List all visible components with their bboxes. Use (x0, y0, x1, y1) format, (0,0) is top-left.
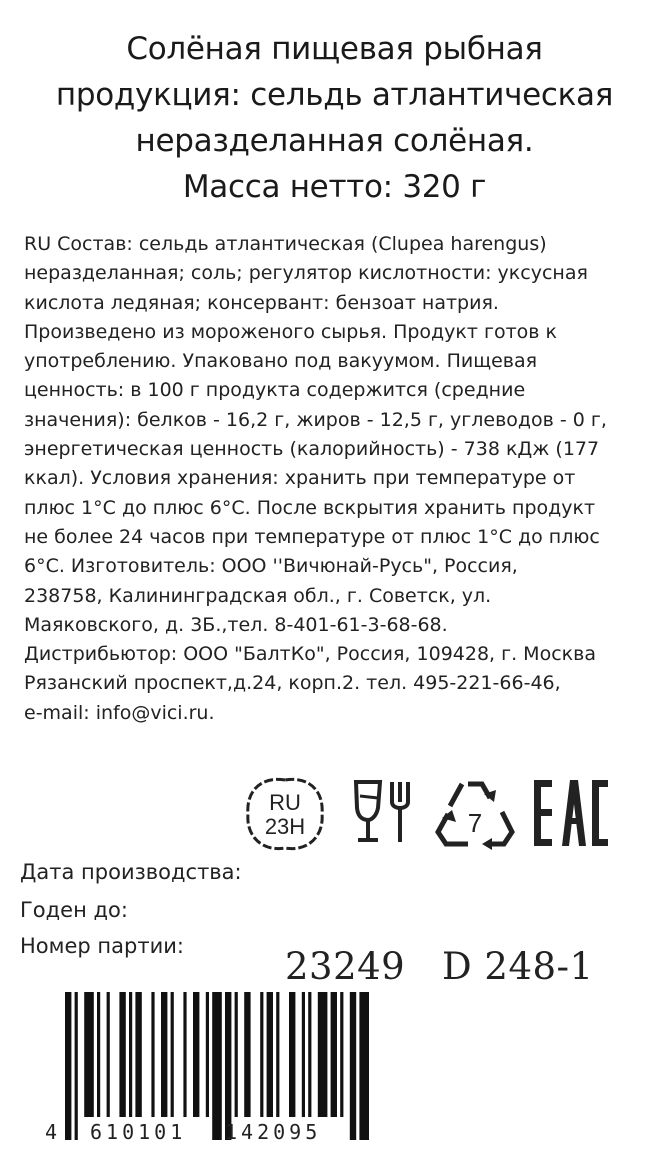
ru-badge-line2: 23H (264, 814, 306, 839)
barcode-bar (289, 992, 295, 1117)
body-line: неразделанная; соль; регулятор кислотности: уксусная (24, 262, 588, 285)
title-line-4-net-weight: Масса нетто: 320 г (182, 169, 487, 205)
barcode-bar (340, 992, 343, 1117)
body-line: Маяковского, д. 3Б.,тел. 8-401-61-3-68-68. (24, 613, 448, 636)
body-line: Дистрибьютор: ООО "БалтКо", Россия, 109428, г. Москва (24, 643, 596, 666)
body-line: употреблению. Упаковано под вакуумом. Пищевая (24, 350, 538, 373)
body-line: значения): белков - 16,2 г, жиров - 12,5 г, углеводов - 0 г, (24, 408, 607, 431)
product-title (0, 26, 669, 210)
barcode-bar (75, 992, 78, 1140)
title-line-3: неразделанная солёная. (135, 123, 534, 159)
barcode-bar (350, 992, 356, 1140)
batch-number-value: 23249 D 248-1 (285, 945, 594, 988)
barcode-bar (135, 992, 141, 1117)
ru-23h-badge-icon (240, 774, 330, 854)
body-line: RU Состав: сельдь атлантическая (Clupea harengus) (24, 233, 547, 255)
barcode-bar (65, 992, 71, 1140)
recycling-7-icon (432, 774, 518, 854)
barcode-bar (267, 992, 273, 1117)
barcode-bar (331, 992, 337, 1117)
body-line: плюс 1°С до плюс 6°С. После вскрытия хранить продукт (24, 496, 596, 519)
title-line-1: Солёная пищевая рыбная (126, 31, 543, 67)
barcode-bar (171, 992, 174, 1117)
barcode-bar (129, 992, 132, 1117)
barcode-bar (244, 992, 250, 1117)
barcode-bar (119, 992, 125, 1117)
barcode-bar (276, 992, 279, 1117)
certification-icons (240, 770, 610, 855)
batch-number-label: Номер партии: (20, 934, 184, 958)
barcode-right-group: 142095 (225, 1120, 322, 1144)
production-date-label: Дата производства: (20, 860, 242, 884)
barcode-bar (97, 992, 100, 1117)
body-line: Произведено из мороженого сырья. Продукт готов к (24, 320, 558, 343)
food-contact-icon (350, 778, 420, 848)
body-line: ккал). Условия хранения: хранить при температуре от (24, 467, 576, 490)
barcode-bar (193, 992, 199, 1117)
body-line: 6°С. Изготовитель: ООО ''Вичюнай-Русь", Россия, (24, 555, 518, 578)
barcode-bar (84, 992, 94, 1117)
barcode-bar (206, 992, 209, 1117)
recycle-number: 7 (467, 808, 483, 838)
barcode-bar (318, 992, 328, 1117)
barcode-bar (183, 992, 186, 1117)
barcode-bar (161, 992, 167, 1117)
body-line: Рязанский проспект,д.24, корп.2. тел. 495-221-66-46, (24, 672, 561, 695)
body-line: ценность: в 100 г продукта содержится (средние (24, 379, 526, 402)
eac-mark-icon (532, 778, 610, 850)
title-line-2: продукция: сельдь атлантическая (55, 77, 614, 113)
body-line: кислота ледяная; консервант: бензоат натрия. (24, 291, 499, 314)
barcode-bar (151, 992, 154, 1117)
barcode-bar (260, 992, 263, 1117)
body-line: 238758, Калининградская обл., г. Советск, ул. (24, 584, 492, 607)
composition-text (24, 230, 664, 728)
barcode-bar (235, 992, 238, 1117)
barcode-bar (107, 992, 110, 1117)
barcode-bar (359, 992, 369, 1140)
barcode-bar (302, 992, 305, 1117)
barcode-first-digit: 4 (45, 1120, 58, 1144)
best-before-label: Годен до: (20, 898, 128, 922)
barcode-bar (308, 992, 311, 1117)
barcode-left-group: 610101 (90, 1120, 187, 1144)
barcode-bar (225, 992, 231, 1140)
ru-badge-line1: RU (269, 790, 301, 815)
body-line: энергетическая ценность (калорийность) - 738 кДж (177 (24, 438, 600, 461)
body-line: e-mail: info@vici.ru. (24, 701, 215, 724)
body-line: не более 24 часов при температуре от плюс 1°С до плюс (24, 525, 600, 548)
barcode-bar (212, 992, 222, 1140)
